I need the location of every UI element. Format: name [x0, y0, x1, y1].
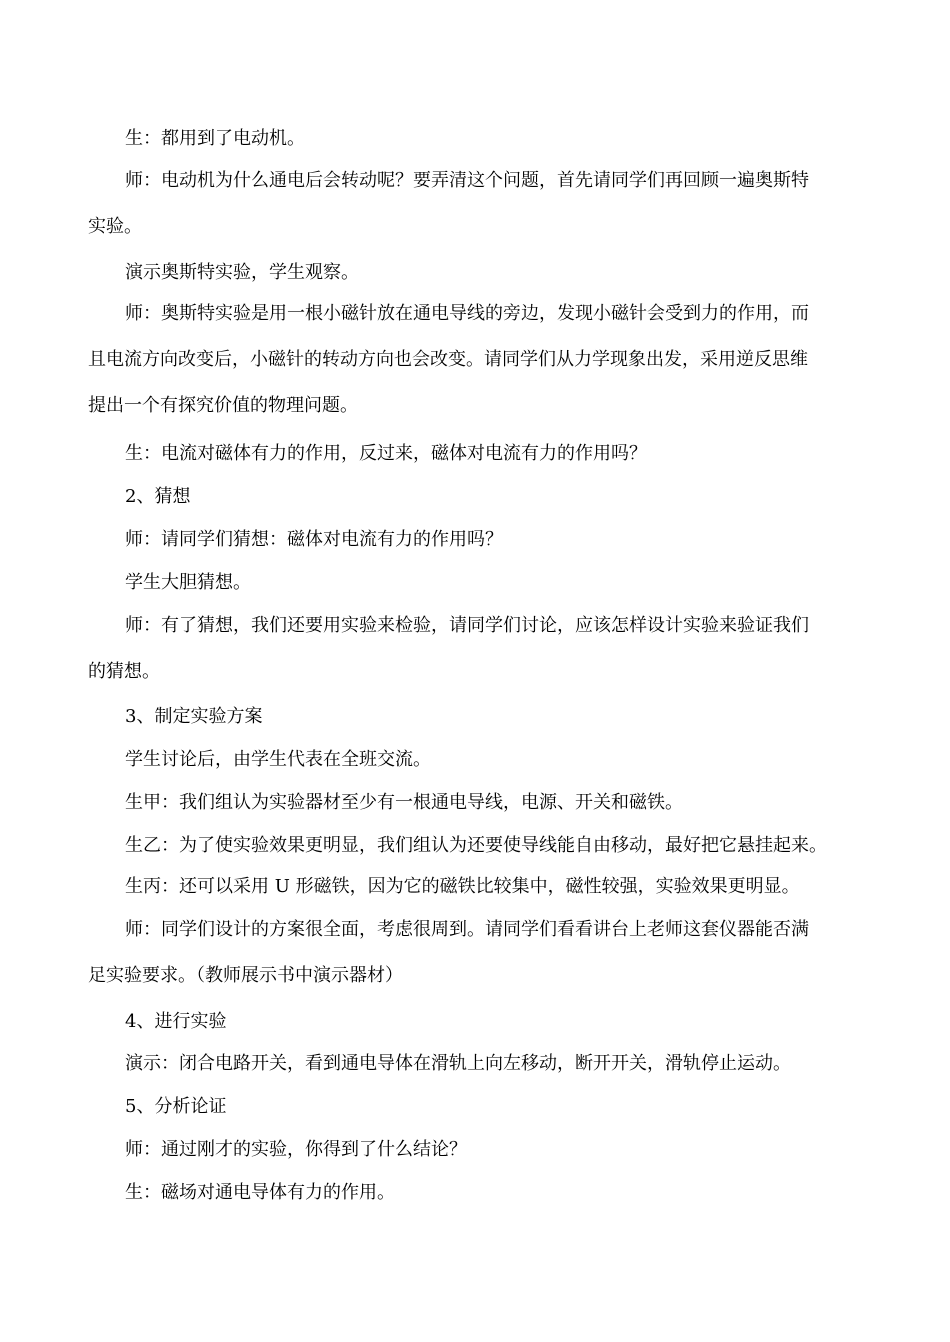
text-line: 足实验要求。（教师展示书中演示器材）	[88, 965, 403, 986]
section-heading-hypothesis	[88, 486, 905, 507]
paragraph-teacher-motor-question	[88, 170, 868, 237]
paragraph-teacher-equipment	[88, 919, 868, 986]
text-line: 师：同学们设计的方案很全面，考虑很周到。请同学们看看讲台上老师这套仪器能否满	[125, 919, 809, 940]
text-line: 学生讨论后，由学生代表在全班交流。	[125, 749, 431, 770]
text-line: 实验。	[88, 216, 142, 237]
text-line: 师：通过刚才的实验，你得到了什么结论？	[125, 1139, 467, 1160]
text-line: 提出一个有探究价值的物理问题。	[88, 395, 358, 416]
paragraph-student-reverse-question	[88, 443, 905, 464]
section-heading-analysis	[88, 1096, 905, 1117]
text-line: 的猜想。	[88, 661, 160, 682]
paragraph-demonstration	[88, 1053, 905, 1074]
text-line: 5、分析论证	[125, 1096, 227, 1117]
text-line: 演示：闭合电路开关，看到通电导体在滑轨上向左移动，断开开关，滑轨停止运动。	[125, 1053, 791, 1074]
text-line: 师：奥斯特实验是用一根小磁针放在通电导线的旁边，发现小磁针会受到力的作用，而	[125, 303, 809, 324]
paragraph-students-discuss	[88, 749, 905, 770]
section-heading-conduct-experiment	[88, 1011, 905, 1032]
text-line: 生甲：我们组认为实验器材至少有一根通电导线，电源、开关和磁铁。	[125, 792, 683, 813]
text-line: 师：有了猜想，我们还要用实验来检验，请同学们讨论，应该怎样设计实验来验证我们	[125, 615, 809, 636]
paragraph-students-hypothesize	[88, 572, 905, 593]
text-line: 生：电流对磁体有力的作用，反过来，磁体对电流有力的作用吗？	[125, 443, 647, 464]
text-line: 且电流方向改变后，小磁针的转动方向也会改变。请同学们从力学现象出发，采用逆反思维	[88, 349, 808, 370]
text-line: 生丙：还可以采用 U 形磁铁，因为它的磁铁比较集中，磁性较强，实验效果更明显。	[125, 876, 800, 897]
paragraph-student-answer-motor	[88, 128, 905, 149]
paragraph-teacher-hypothesis-prompt	[88, 529, 905, 550]
paragraph-teacher-conclusion-question	[88, 1139, 905, 1160]
paragraph-student-conclusion	[88, 1182, 905, 1203]
text-line: 4、进行实验	[125, 1011, 227, 1032]
text-line: 2、猜想	[125, 486, 191, 507]
text-line: 学生大胆猜想。	[125, 572, 251, 593]
text-line: 演示奥斯特实验，学生观察。	[125, 262, 359, 283]
section-heading-experiment-plan	[88, 706, 905, 727]
paragraph-teacher-oersted-explanation	[88, 303, 868, 416]
paragraph-student-b	[88, 835, 905, 856]
paragraph-student-a	[88, 792, 905, 813]
text-line: 师：电动机为什么通电后会转动呢？要弄清这个问题，首先请同学们再回顾一遍奥斯特	[125, 170, 809, 191]
paragraph-teacher-design-experiment	[88, 615, 868, 682]
text-line: 师：请同学们猜想：磁体对电流有力的作用吗？	[125, 529, 503, 550]
text-line: 3、制定实验方案	[125, 706, 263, 727]
paragraph-student-c	[88, 876, 905, 897]
text-line: 生：磁场对通电导体有力的作用。	[125, 1182, 395, 1203]
paragraph-oersted-demo	[88, 262, 905, 283]
text-line: 生乙：为了使实验效果更明显，我们组认为还要使导线能自由移动，最好把它悬挂起来。	[125, 835, 827, 856]
text-line: 生：都用到了电动机。	[125, 128, 305, 149]
